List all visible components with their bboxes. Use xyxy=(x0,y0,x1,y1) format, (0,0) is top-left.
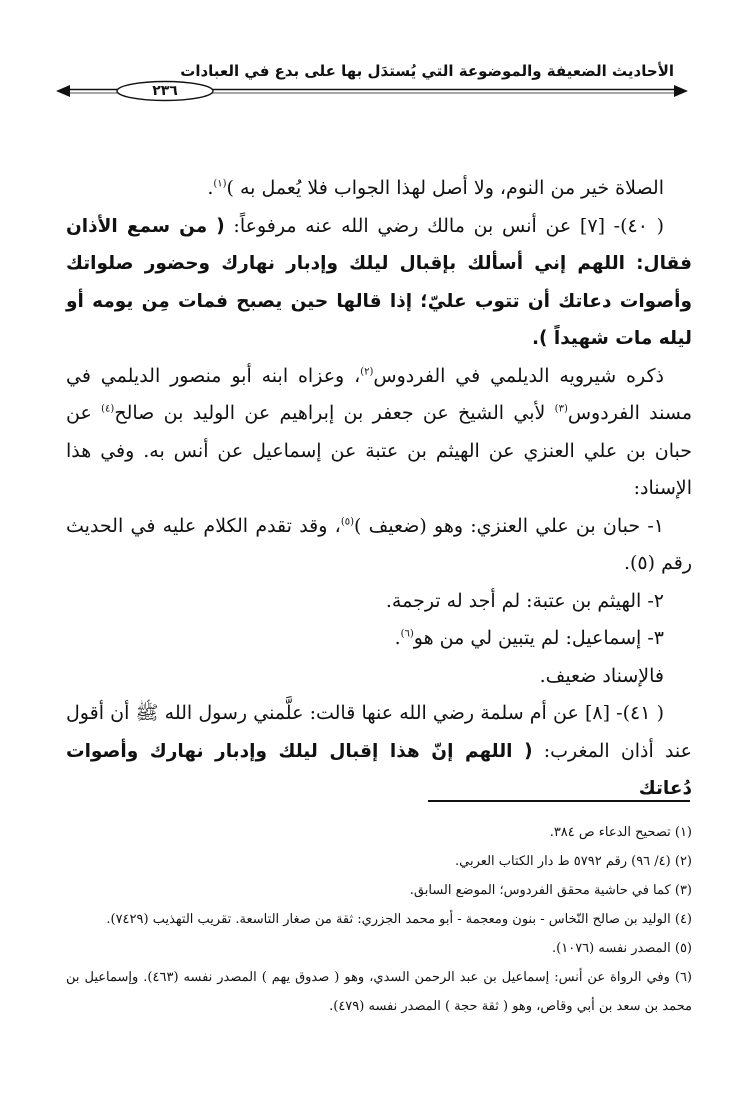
footnote-ref: (١) xyxy=(213,178,227,190)
footnotes xyxy=(66,818,692,1021)
isnad-conclusion: فالإسناد ضعيف. xyxy=(539,664,664,687)
takhrij-paragraph: ذكره شيرويه الديلمي في الفردوس$^{(٢)}$، وعزاه ابنه أبو منصور الديلمي في مسند الفردوس$^{(٣)}$ لأبي الشيخ عن جعفر بن إبراهيم عن الوليد بن صالح$^{(٤)}$ عن حبان بن علي العنزي عن الهيثم بن عتبة عن إسماعيل عن أنس به. وفي هذا الإسناد: xyxy=(66,364,693,499)
narrator-item-3: ٣- إسماعيل: لم يتبين لي من هو$^{(٦)}$. xyxy=(394,627,664,649)
footnote-1: (١) تصحيح الدعاء ص ٣٨٤. xyxy=(549,825,692,840)
footnote-separator xyxy=(428,800,690,802)
hadith-40 xyxy=(66,208,692,358)
footnote-ref: (٣) xyxy=(554,403,568,415)
hadith-41 xyxy=(66,695,692,808)
narrator-item-1: ١- حبان بن علي العنزي: وهو (ضعيف )$^{(٥)}$، وقد تقدم الكلام عليه في الحديث رقم (٥). xyxy=(66,514,692,574)
main-text xyxy=(66,170,692,808)
footnote-ref: (٥) xyxy=(340,516,354,528)
ornament-diamond-right xyxy=(674,85,688,97)
footnote-4: (٤) الوليد بن صالح النّخاس - بنون ومعجمة - أبو محمد الجزري: ثقة من صغار التاسعة. تقريب التهذيب (٧٤٢٩). xyxy=(106,912,692,927)
footnote-6: (٦) وفي الرواة عن أنس: إسماعيل بن عبد الرحمن السدي، وهو ( صدوق يهم ) المصدر نفسه (٤٦٣). وإسماعيل بن محمد بن سعد بن أبي وقاص، وهو ( ثقة حجة ) المصدر نفسه (٤٧٩). xyxy=(66,970,692,1014)
running-title: الأحاديث الضعيفة والموضوعة التي يُستدَل بها على بدع في العبادات xyxy=(180,62,674,80)
hadith-41-text: ( اللهم إنّ هذا إقبال ليلك وإدبار نهارك وأصوات دُعاتك xyxy=(66,740,692,799)
footnote-5: (٥) المصدر نفسه (١٠٧٦). xyxy=(552,941,692,956)
hadith-40-label: ( ٤٠)- [٧] عن أنس بن مالك رضي الله عنه مرفوعاً: xyxy=(233,214,664,237)
page-number: ٢٣٦ xyxy=(152,83,178,99)
footnote-2: (٢) (٤/ ٩٦) رقم ٥٧٩٢ ط دار الكتاب العربي. xyxy=(455,854,692,869)
footnote-ref: (٦) xyxy=(400,628,414,640)
intro-paragraph: الصلاة خير من النوم، ولا أصل لهذا الجواب فلا يُعمل به )$^{(١)}$. xyxy=(207,177,664,199)
hadith-40-text: ( من سمع الأذان فقال: اللهم إني أسألك بإقبال ليلك وإدبار نهارك وحضور صلواتك وأصوات دعاتك أن تتوب عليّ؛ إذا قالها حين يصبح فمات مِن يومه أو ليله مات شهيداً ). xyxy=(66,215,692,349)
footnote-ref: (٢) xyxy=(360,366,374,378)
footnote-ref: (٤) xyxy=(101,403,115,415)
hadith-41-label: ( ٤١)- [٨] عن أم سلمة رضي الله عنها قالت: علَّمني رسول الله ﷺ أن أقول عند أذان المغرب: xyxy=(66,702,692,762)
footnote-3: (٣) كما في حاشية محقق الفردوس؛ الموضع السابق. xyxy=(409,883,692,898)
narrator-item-2: ٢- الهيثم بن عتبة: لم أجد له ترجمة. xyxy=(385,589,664,612)
ornament-diamond-left xyxy=(56,85,70,97)
